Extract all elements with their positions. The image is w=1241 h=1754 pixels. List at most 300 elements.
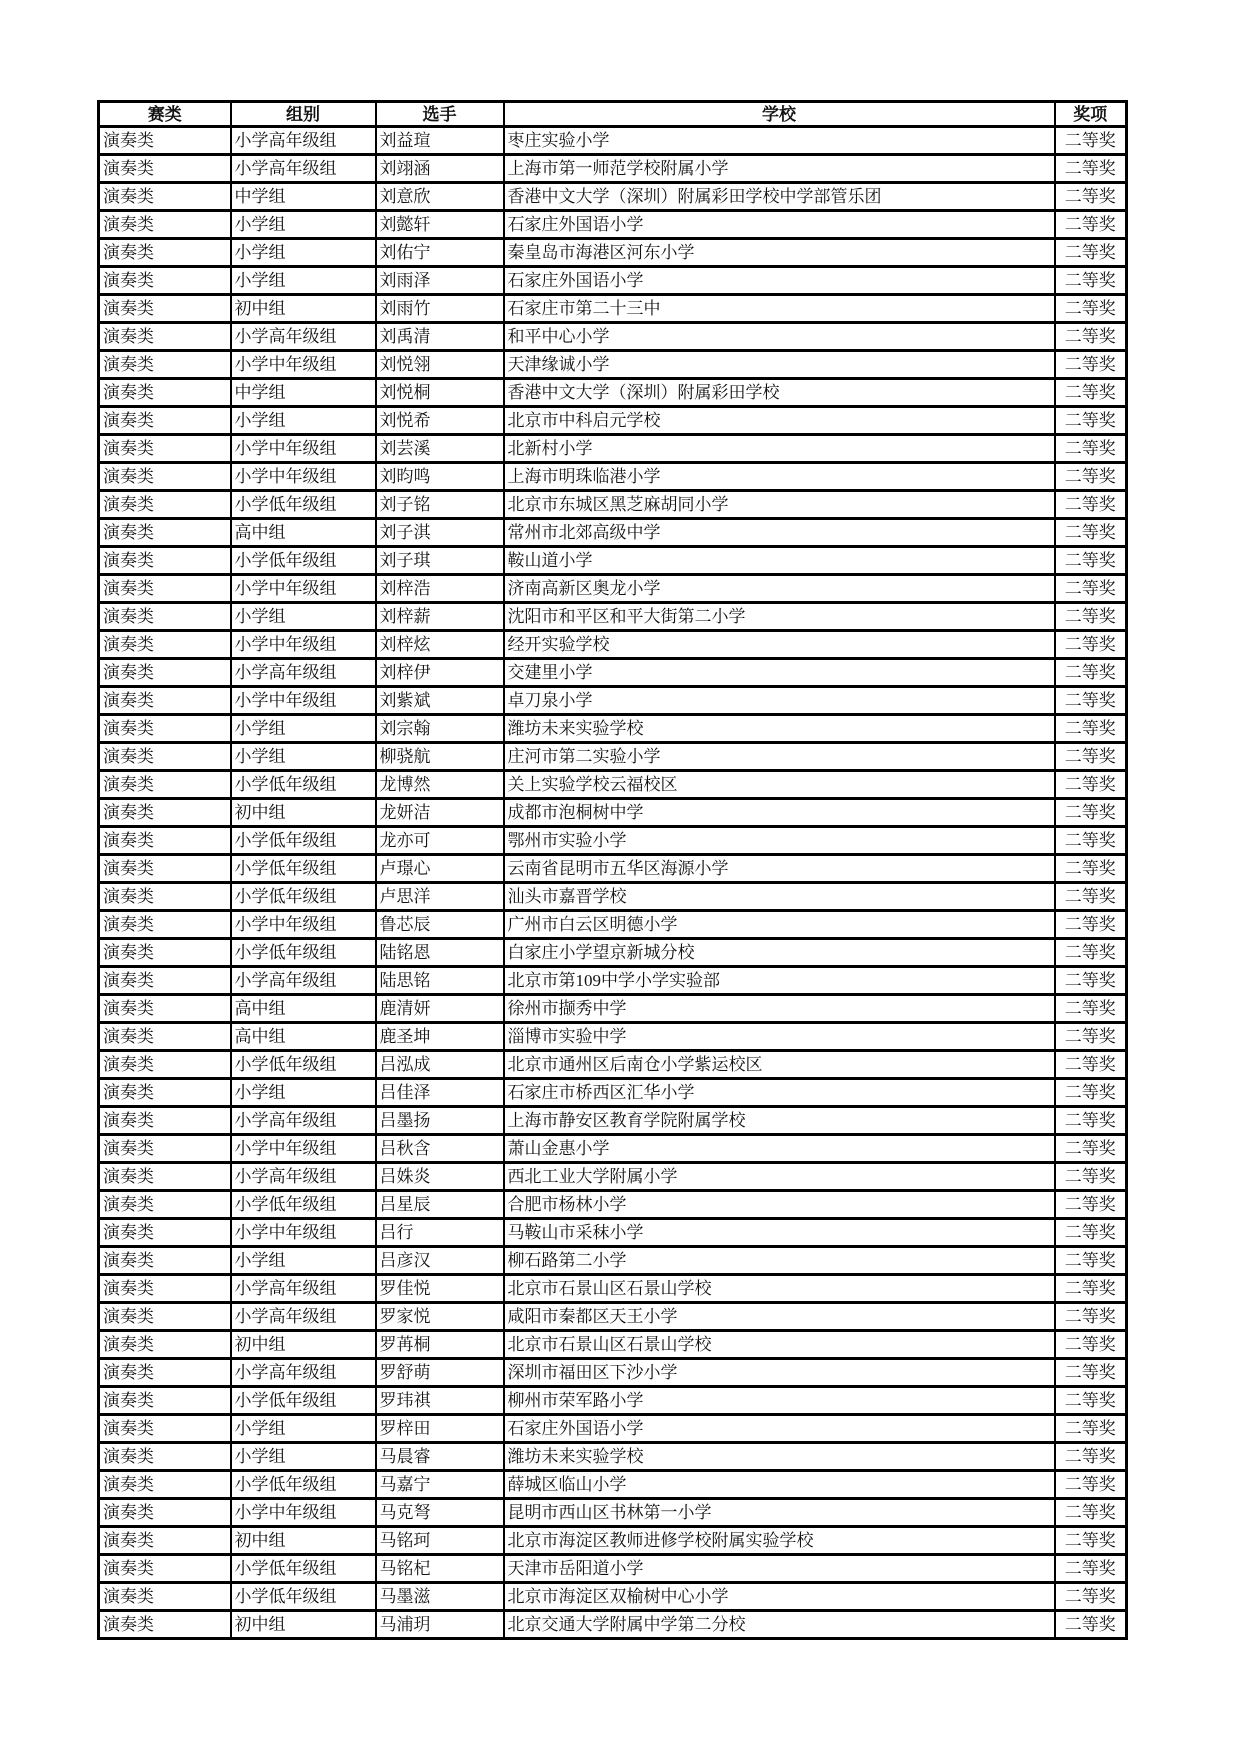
table-row: [99, 155, 1127, 183]
cell-contestant: 刘雨泽: [376, 267, 504, 295]
awards-table: [97, 100, 1128, 1640]
cell-school: 枣庄实验小学: [504, 127, 1055, 155]
cell-contestant: 马嘉宁: [376, 1471, 504, 1499]
table-row: [99, 911, 1127, 939]
column-header-contestant: 选手: [376, 102, 504, 127]
cell-category: 演奏类: [99, 967, 231, 995]
column-header-school: 学校: [504, 102, 1055, 127]
cell-category: 演奏类: [99, 1275, 231, 1303]
cell-category: 演奏类: [99, 827, 231, 855]
cell-category: 演奏类: [99, 379, 231, 407]
table-row: [99, 659, 1127, 687]
cell-award: 二等奖: [1055, 491, 1127, 519]
cell-contestant: 刘悦希: [376, 407, 504, 435]
table-row: [99, 1387, 1127, 1415]
cell-category: 演奏类: [99, 771, 231, 799]
cell-school: 淄博市实验中学: [504, 1023, 1055, 1051]
cell-award: 二等奖: [1055, 1387, 1127, 1415]
cell-group: 小学低年级组: [231, 1555, 376, 1583]
cell-category: 演奏类: [99, 995, 231, 1023]
cell-group: 小学中年级组: [231, 911, 376, 939]
cell-category: 演奏类: [99, 603, 231, 631]
table-row: [99, 1359, 1127, 1387]
cell-contestant: 罗玮祺: [376, 1387, 504, 1415]
table-row: [99, 267, 1127, 295]
cell-award: 二等奖: [1055, 911, 1127, 939]
cell-award: 二等奖: [1055, 1359, 1127, 1387]
cell-group: 小学组: [231, 1079, 376, 1107]
table-row: [99, 1555, 1127, 1583]
cell-group: 高中组: [231, 995, 376, 1023]
table-row: [99, 435, 1127, 463]
cell-category: 演奏类: [99, 1471, 231, 1499]
cell-contestant: 刘梓浩: [376, 575, 504, 603]
table-row: [99, 771, 1127, 799]
cell-contestant: 刘悦桐: [376, 379, 504, 407]
cell-school: 深圳市福田区下沙小学: [504, 1359, 1055, 1387]
cell-school: 咸阳市秦都区天王小学: [504, 1303, 1055, 1331]
cell-school: 北新村小学: [504, 435, 1055, 463]
cell-school: 成都市泡桐树中学: [504, 799, 1055, 827]
table-row: [99, 379, 1127, 407]
cell-school: 鞍山道小学: [504, 547, 1055, 575]
cell-contestant: 龙博然: [376, 771, 504, 799]
cell-award: 二等奖: [1055, 1107, 1127, 1135]
cell-award: 二等奖: [1055, 1247, 1127, 1275]
cell-group: 小学低年级组: [231, 1191, 376, 1219]
table-row: [99, 1331, 1127, 1359]
table-row: [99, 715, 1127, 743]
cell-award: 二等奖: [1055, 715, 1127, 743]
cell-award: 二等奖: [1055, 1443, 1127, 1471]
cell-award: 二等奖: [1055, 547, 1127, 575]
cell-award: 二等奖: [1055, 1023, 1127, 1051]
cell-category: 演奏类: [99, 939, 231, 967]
cell-group: 小学高年级组: [231, 1163, 376, 1191]
cell-contestant: 吕秋含: [376, 1135, 504, 1163]
cell-contestant: 鹿清妍: [376, 995, 504, 1023]
cell-category: 演奏类: [99, 435, 231, 463]
cell-group: 小学中年级组: [231, 1135, 376, 1163]
table-row: [99, 1163, 1127, 1191]
cell-category: 演奏类: [99, 1163, 231, 1191]
cell-school: 济南高新区奥龙小学: [504, 575, 1055, 603]
cell-school: 经开实验学校: [504, 631, 1055, 659]
cell-category: 演奏类: [99, 855, 231, 883]
cell-school: 关上实验学校云福校区: [504, 771, 1055, 799]
cell-school: 香港中文大学（深圳）附属彩田学校中学部管乐团: [504, 183, 1055, 211]
cell-award: 二等奖: [1055, 323, 1127, 351]
cell-school: 天津市岳阳道小学: [504, 1555, 1055, 1583]
table-row: [99, 1247, 1127, 1275]
cell-contestant: 吕彦汉: [376, 1247, 504, 1275]
cell-contestant: 卢思洋: [376, 883, 504, 911]
cell-school: 石家庄外国语小学: [504, 211, 1055, 239]
cell-award: 二等奖: [1055, 1611, 1127, 1639]
table-row: [99, 1275, 1127, 1303]
cell-group: 小学低年级组: [231, 1471, 376, 1499]
cell-category: 演奏类: [99, 211, 231, 239]
cell-school: 上海市静安区教育学院附属学校: [504, 1107, 1055, 1135]
cell-award: 二等奖: [1055, 1303, 1127, 1331]
cell-contestant: 龙亦可: [376, 827, 504, 855]
cell-group: 小学中年级组: [231, 631, 376, 659]
table-row: [99, 1443, 1127, 1471]
cell-category: 演奏类: [99, 1219, 231, 1247]
table-row: [99, 127, 1127, 155]
cell-contestant: 吕佳泽: [376, 1079, 504, 1107]
cell-award: 二等奖: [1055, 1583, 1127, 1611]
cell-school: 北京市中科启元学校: [504, 407, 1055, 435]
cell-group: 小学组: [231, 715, 376, 743]
cell-school: 合肥市杨林小学: [504, 1191, 1055, 1219]
cell-category: 演奏类: [99, 1443, 231, 1471]
cell-category: 演奏类: [99, 883, 231, 911]
cell-category: 演奏类: [99, 1499, 231, 1527]
cell-category: 演奏类: [99, 1611, 231, 1639]
cell-school: 柳石路第二小学: [504, 1247, 1055, 1275]
cell-group: 小学高年级组: [231, 1359, 376, 1387]
cell-award: 二等奖: [1055, 575, 1127, 603]
table-row: [99, 799, 1127, 827]
cell-group: 小学组: [231, 603, 376, 631]
cell-school: 马鞍山市采秣小学: [504, 1219, 1055, 1247]
cell-group: 高中组: [231, 1023, 376, 1051]
table-header-row: [99, 102, 1127, 127]
cell-contestant: 刘佑宁: [376, 239, 504, 267]
cell-school: 潍坊未来实验学校: [504, 1443, 1055, 1471]
cell-category: 演奏类: [99, 743, 231, 771]
cell-contestant: 刘梓薪: [376, 603, 504, 631]
cell-group: 中学组: [231, 183, 376, 211]
cell-school: 北京交通大学附属中学第二分校: [504, 1611, 1055, 1639]
cell-group: 小学高年级组: [231, 659, 376, 687]
cell-contestant: 陆思铭: [376, 967, 504, 995]
cell-group: 初中组: [231, 799, 376, 827]
cell-contestant: 刘梓炫: [376, 631, 504, 659]
table-row: [99, 575, 1127, 603]
cell-group: 小学低年级组: [231, 771, 376, 799]
cell-award: 二等奖: [1055, 771, 1127, 799]
cell-category: 演奏类: [99, 351, 231, 379]
cell-contestant: 刘懿轩: [376, 211, 504, 239]
cell-award: 二等奖: [1055, 1415, 1127, 1443]
cell-contestant: 鲁芯辰: [376, 911, 504, 939]
cell-group: 小学中年级组: [231, 575, 376, 603]
cell-category: 演奏类: [99, 463, 231, 491]
table-row: [99, 295, 1127, 323]
table-row: [99, 995, 1127, 1023]
cell-contestant: 马墨滋: [376, 1583, 504, 1611]
cell-group: 小学低年级组: [231, 883, 376, 911]
cell-group: 小学组: [231, 239, 376, 267]
cell-award: 二等奖: [1055, 1275, 1127, 1303]
cell-school: 潍坊未来实验学校: [504, 715, 1055, 743]
column-header-award: 奖项: [1055, 102, 1127, 127]
cell-school: 石家庄市桥西区汇华小学: [504, 1079, 1055, 1107]
table-row: [99, 1303, 1127, 1331]
cell-award: 二等奖: [1055, 799, 1127, 827]
cell-group: 小学组: [231, 211, 376, 239]
table-row: [99, 1611, 1127, 1639]
cell-award: 二等奖: [1055, 155, 1127, 183]
table-row: [99, 631, 1127, 659]
table-row: [99, 519, 1127, 547]
table-row: [99, 1583, 1127, 1611]
table-row: [99, 883, 1127, 911]
cell-category: 演奏类: [99, 1051, 231, 1079]
cell-category: 演奏类: [99, 1191, 231, 1219]
table-row: [99, 855, 1127, 883]
cell-school: 白家庄小学望京新城分校: [504, 939, 1055, 967]
cell-group: 小学低年级组: [231, 939, 376, 967]
cell-contestant: 罗苒桐: [376, 1331, 504, 1359]
cell-category: 演奏类: [99, 407, 231, 435]
cell-contestant: 马铭珂: [376, 1527, 504, 1555]
cell-school: 柳州市荣军路小学: [504, 1387, 1055, 1415]
cell-group: 小学高年级组: [231, 1275, 376, 1303]
cell-school: 交建里小学: [504, 659, 1055, 687]
cell-group: 小学组: [231, 407, 376, 435]
cell-contestant: 马铭杞: [376, 1555, 504, 1583]
cell-category: 演奏类: [99, 911, 231, 939]
cell-group: 小学中年级组: [231, 687, 376, 715]
cell-school: 萧山金惠小学: [504, 1135, 1055, 1163]
cell-contestant: 刘宗翰: [376, 715, 504, 743]
cell-award: 二等奖: [1055, 1163, 1127, 1191]
cell-contestant: 吕行: [376, 1219, 504, 1247]
cell-school: 香港中文大学（深圳）附属彩田学校: [504, 379, 1055, 407]
cell-school: 西北工业大学附属小学: [504, 1163, 1055, 1191]
cell-group: 小学高年级组: [231, 155, 376, 183]
cell-school: 北京市海淀区双榆树中心小学: [504, 1583, 1055, 1611]
cell-category: 演奏类: [99, 687, 231, 715]
cell-award: 二等奖: [1055, 211, 1127, 239]
cell-award: 二等奖: [1055, 743, 1127, 771]
cell-award: 二等奖: [1055, 1527, 1127, 1555]
cell-contestant: 罗佳悦: [376, 1275, 504, 1303]
cell-group: 初中组: [231, 1527, 376, 1555]
cell-award: 二等奖: [1055, 239, 1127, 267]
cell-contestant: 刘翊涵: [376, 155, 504, 183]
cell-award: 二等奖: [1055, 519, 1127, 547]
cell-school: 石家庄外国语小学: [504, 267, 1055, 295]
cell-award: 二等奖: [1055, 967, 1127, 995]
cell-group: 小学低年级组: [231, 1387, 376, 1415]
cell-contestant: 刘子铭: [376, 491, 504, 519]
cell-group: 初中组: [231, 295, 376, 323]
cell-award: 二等奖: [1055, 351, 1127, 379]
cell-contestant: 陆铭恩: [376, 939, 504, 967]
cell-group: 小学低年级组: [231, 1051, 376, 1079]
table-row: [99, 1415, 1127, 1443]
cell-category: 演奏类: [99, 547, 231, 575]
cell-school: 上海市第一师范学校附属小学: [504, 155, 1055, 183]
cell-award: 二等奖: [1055, 267, 1127, 295]
cell-category: 演奏类: [99, 239, 231, 267]
cell-school: 石家庄外国语小学: [504, 1415, 1055, 1443]
cell-school: 北京市石景山区石景山学校: [504, 1275, 1055, 1303]
cell-award: 二等奖: [1055, 1499, 1127, 1527]
cell-contestant: 刘益瑄: [376, 127, 504, 155]
cell-contestant: 吕墨扬: [376, 1107, 504, 1135]
cell-contestant: 刘子琪: [376, 547, 504, 575]
column-header-group: 组别: [231, 102, 376, 127]
cell-group: 小学低年级组: [231, 827, 376, 855]
cell-category: 演奏类: [99, 1023, 231, 1051]
cell-award: 二等奖: [1055, 127, 1127, 155]
cell-group: 中学组: [231, 379, 376, 407]
cell-group: 小学中年级组: [231, 351, 376, 379]
table-row: [99, 351, 1127, 379]
cell-school: 常州市北郊高级中学: [504, 519, 1055, 547]
cell-school: 北京市东城区黑芝麻胡同小学: [504, 491, 1055, 519]
cell-school: 天津缘诚小学: [504, 351, 1055, 379]
cell-contestant: 吕泓成: [376, 1051, 504, 1079]
cell-award: 二等奖: [1055, 995, 1127, 1023]
cell-contestant: 马浦玥: [376, 1611, 504, 1639]
cell-contestant: 吕姝炎: [376, 1163, 504, 1191]
cell-category: 演奏类: [99, 1583, 231, 1611]
cell-category: 演奏类: [99, 491, 231, 519]
cell-group: 小学高年级组: [231, 1107, 376, 1135]
cell-award: 二等奖: [1055, 1331, 1127, 1359]
cell-category: 演奏类: [99, 659, 231, 687]
table-row: [99, 1135, 1127, 1163]
cell-school: 汕头市嘉晋学校: [504, 883, 1055, 911]
cell-school: 上海市明珠临港小学: [504, 463, 1055, 491]
cell-group: 初中组: [231, 1611, 376, 1639]
cell-group: 小学高年级组: [231, 967, 376, 995]
cell-category: 演奏类: [99, 155, 231, 183]
cell-group: 高中组: [231, 519, 376, 547]
table-row: [99, 827, 1127, 855]
cell-group: 小学低年级组: [231, 855, 376, 883]
cell-school: 广州市白云区明德小学: [504, 911, 1055, 939]
cell-category: 演奏类: [99, 519, 231, 547]
cell-category: 演奏类: [99, 267, 231, 295]
cell-category: 演奏类: [99, 1107, 231, 1135]
cell-award: 二等奖: [1055, 295, 1127, 323]
table-row: [99, 491, 1127, 519]
cell-group: 小学低年级组: [231, 491, 376, 519]
cell-category: 演奏类: [99, 715, 231, 743]
cell-category: 演奏类: [99, 1387, 231, 1415]
cell-school: 鄂州市实验小学: [504, 827, 1055, 855]
cell-school: 昆明市西山区书林第一小学: [504, 1499, 1055, 1527]
cell-group: 小学中年级组: [231, 1219, 376, 1247]
cell-award: 二等奖: [1055, 1219, 1127, 1247]
cell-contestant: 刘意欣: [376, 183, 504, 211]
cell-group: 小学中年级组: [231, 1499, 376, 1527]
cell-contestant: 龙妍洁: [376, 799, 504, 827]
cell-school: 徐州市撷秀中学: [504, 995, 1055, 1023]
cell-award: 二等奖: [1055, 855, 1127, 883]
table-row: [99, 547, 1127, 575]
cell-school: 北京市第109中学小学实验部: [504, 967, 1055, 995]
cell-award: 二等奖: [1055, 1191, 1127, 1219]
cell-award: 二等奖: [1055, 1555, 1127, 1583]
cell-contestant: 刘子淇: [376, 519, 504, 547]
cell-contestant: 刘紫斌: [376, 687, 504, 715]
cell-award: 二等奖: [1055, 379, 1127, 407]
cell-school: 北京市石景山区石景山学校: [504, 1331, 1055, 1359]
table-row: [99, 463, 1127, 491]
cell-category: 演奏类: [99, 1555, 231, 1583]
table-row: [99, 1023, 1127, 1051]
cell-contestant: 刘禹清: [376, 323, 504, 351]
cell-school: 石家庄市第二十三中: [504, 295, 1055, 323]
cell-award: 二等奖: [1055, 183, 1127, 211]
cell-category: 演奏类: [99, 1415, 231, 1443]
cell-school: 卓刀泉小学: [504, 687, 1055, 715]
cell-category: 演奏类: [99, 323, 231, 351]
cell-group: 小学组: [231, 1415, 376, 1443]
table-row: [99, 323, 1127, 351]
table-row: [99, 1471, 1127, 1499]
cell-group: 小学高年级组: [231, 127, 376, 155]
cell-category: 演奏类: [99, 1135, 231, 1163]
cell-contestant: 刘昀鸣: [376, 463, 504, 491]
cell-award: 二等奖: [1055, 659, 1127, 687]
table-row: [99, 1079, 1127, 1107]
cell-award: 二等奖: [1055, 1135, 1127, 1163]
table-row: [99, 1499, 1127, 1527]
cell-category: 演奏类: [99, 799, 231, 827]
cell-school: 薛城区临山小学: [504, 1471, 1055, 1499]
cell-school: 和平中心小学: [504, 323, 1055, 351]
cell-contestant: 罗家悦: [376, 1303, 504, 1331]
cell-award: 二等奖: [1055, 939, 1127, 967]
cell-school: 北京市通州区后南仓小学紫运校区: [504, 1051, 1055, 1079]
cell-category: 演奏类: [99, 183, 231, 211]
cell-contestant: 刘雨竹: [376, 295, 504, 323]
table-row: [99, 407, 1127, 435]
cell-award: 二等奖: [1055, 435, 1127, 463]
cell-category: 演奏类: [99, 295, 231, 323]
table-row: [99, 1191, 1127, 1219]
cell-group: 小学组: [231, 1443, 376, 1471]
cell-contestant: 罗舒萌: [376, 1359, 504, 1387]
cell-contestant: 马晨睿: [376, 1443, 504, 1471]
table-row: [99, 1051, 1127, 1079]
cell-group: 小学组: [231, 267, 376, 295]
cell-group: 小学低年级组: [231, 547, 376, 575]
cell-award: 二等奖: [1055, 631, 1127, 659]
cell-contestant: 鹿圣坤: [376, 1023, 504, 1051]
table-row: [99, 687, 1127, 715]
cell-school: 庄河市第二实验小学: [504, 743, 1055, 771]
cell-category: 演奏类: [99, 1331, 231, 1359]
cell-school: 云南省昆明市五华区海源小学: [504, 855, 1055, 883]
cell-contestant: 吕星辰: [376, 1191, 504, 1219]
cell-award: 二等奖: [1055, 463, 1127, 491]
cell-award: 二等奖: [1055, 687, 1127, 715]
cell-award: 二等奖: [1055, 407, 1127, 435]
table-row: [99, 967, 1127, 995]
table-row: [99, 1527, 1127, 1555]
table-row: [99, 211, 1127, 239]
table-row: [99, 183, 1127, 211]
cell-group: 小学高年级组: [231, 1303, 376, 1331]
cell-contestant: 罗梓田: [376, 1415, 504, 1443]
cell-category: 演奏类: [99, 1527, 231, 1555]
cell-contestant: 刘悦翎: [376, 351, 504, 379]
cell-award: 二等奖: [1055, 603, 1127, 631]
cell-category: 演奏类: [99, 127, 231, 155]
cell-group: 小学中年级组: [231, 435, 376, 463]
cell-award: 二等奖: [1055, 1471, 1127, 1499]
